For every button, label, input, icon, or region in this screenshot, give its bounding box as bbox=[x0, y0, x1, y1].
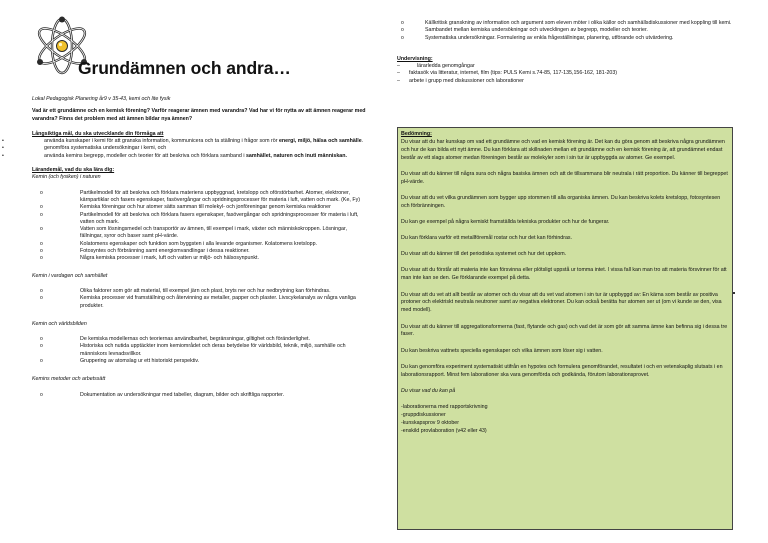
list-item: o Några kemiska processer i mark, luft och vatten ur miljö- och hälsosynpunkt. bbox=[32, 255, 370, 262]
list-item: – faktasök via litteratur, internet, film (tips: PULS Kemi s.74-85, 117-135,156-162, 181-203) bbox=[397, 70, 742, 77]
section-title-worldview: Kemin och världsbilden bbox=[32, 320, 87, 327]
subtitle: Lokal Pedagogisk Planering år9 v 35-43, kemi och lite fysik bbox=[32, 96, 171, 102]
list-item: o Partikelmodell för att beskriva och förklara materiens uppbyggnad, kretslopp och oförstörbarhet. Atomer, elektroner, kärnpartiklar och fasers egenskaper, fasövergångar och spridningsprocesser för materia i luft, vatten och mark. (Ke, Fy) bbox=[32, 190, 370, 205]
list-item: -kunskapsprov 9 oktober bbox=[401, 419, 460, 426]
grading-paragraph: Du kan genomföra experiment systematiskt utifrån en hypotes och formulera genomförandet, resultatet i och en vetenskaplig slutsats i en laborationsrapport. Minst fem laborationer ska vara genomförda och godkända, förutom laborationsprovet. bbox=[401, 363, 723, 378]
everyday-list bbox=[32, 288, 370, 310]
list-item: o Kemiska föreningar och hur atomer sätts samman till molekyl- och jonföreningar genom kemiska reaktioner bbox=[32, 204, 370, 211]
title-row bbox=[32, 10, 370, 88]
page-title: Grundämnen och andra… bbox=[78, 58, 291, 78]
grading-paragraph: Du kan förklara varför ett metallföremål rostar och hur det kan förhindras. bbox=[401, 235, 573, 242]
grading-paragraph: Du visar att du känner till det periodiska systemet och hur det uppkom. bbox=[401, 251, 567, 258]
list-item: o Partikelmodell för att beskriva och förklara fasers egenskaper, fasövergångar och spridningsprocesser för materia i luft, vatten och mark. bbox=[32, 212, 370, 227]
grading-paragraph: Du visar att du har kunskap om vad ett grundämne och vad en kemisk förening är. Det kan du göra genom att beskriva några grundämnen och hur de kan bilda ett nytt ämne. Du kan förklara att skillnaden mellan ett grundämne och en kemisk förening är, att grundämnet endast består av ett slags atomer medan föreningen består av molekyler som i sin tur är uppbyggda av atomer. Ge exempel. bbox=[401, 138, 725, 161]
list-item: o Gruppering av atomslag ur ett historiskt perspektiv. bbox=[32, 358, 370, 365]
longterm-item: • använda kemins begrepp, modeller och teorier för att beskriva och förklara samband i samhället, naturen och inuti människan. bbox=[32, 153, 370, 160]
section-title-methods: Kemins metoder och arbetssätt bbox=[32, 376, 106, 383]
list-item: – lärarledda genomgångar bbox=[397, 63, 742, 70]
list-item: – arbete i grupp med diskussioner och laborationer bbox=[397, 78, 742, 85]
right-column bbox=[397, 20, 742, 85]
list-item: o Historiska och nutida upptäckter inom kemiområdet och deras betydelse för världsbild, teknik, miljö, samhälle och människors levnadsvillkor. bbox=[32, 343, 370, 358]
list-item: o Källkritisk granskning av information och argument som eleven möter i olika källor och samhällsdiskussioner med koppling till kemi. bbox=[397, 20, 742, 27]
nature-list bbox=[32, 190, 370, 263]
grading-heading: Bedömning: bbox=[401, 131, 432, 137]
grading-paragraph: Du visar att du känner till aggregationsformerna (fast, flytande och gas) och vad det är som gör att samma ämne kan befinna sig i dessa tre faser. bbox=[401, 323, 728, 338]
left-column bbox=[32, 10, 370, 399]
list-item: o Kemiska processer vid framställning och återvinning av metaller, papper och plaster. Livscykelanalys av några vanliga produkter. bbox=[32, 295, 370, 310]
grading-paragraph: Du visar att du vet vilka grundämnen som bygger upp stommen till alla organiska ämnen. Du kan beskriva kolets kretslopp, fotosyntesen och förbränningen. bbox=[401, 195, 721, 209]
longterm-list bbox=[32, 138, 370, 160]
grading-paragraph: Du kan ge exempel på några kemiskt framställda tekniska produkter och hur de fungerar. bbox=[401, 219, 610, 226]
methods-continued-list bbox=[397, 20, 742, 42]
grading-paragraph: Du visar att du känner till några sura och några basiska ämnen och att de tillsammans blir neutrala i rätt proportion. Du känner till begreppet pH-värde. bbox=[401, 170, 728, 185]
list-item: -enskild provlaboration (v42 eller 43) bbox=[401, 427, 487, 434]
teaching-list bbox=[397, 63, 742, 85]
list-item: o Sambandet mellan kemiska undersökningar och utvecklingen av begrepp, modeller och teorier. bbox=[397, 27, 742, 34]
list-item: o Kolatomens egenskaper och funktion som byggsten i alla levande organismer. Kolatomens kretslopp. bbox=[32, 241, 370, 248]
longterm-heading: Långsiktiga mål, du ska utvecklande din förmåga att bbox=[32, 130, 164, 137]
methods-list bbox=[32, 392, 370, 399]
section-title-everyday: Kemin i vardagen och samhället bbox=[32, 272, 108, 279]
grading-paragraph: Du visar att du vet att allt består av atomer och du visar att du vet vad atomen i sin tur är uppbyggd av: En kärna som består av positiva protoner och elektriskt neutrala neutroner samt av negativa elektroner. Du kan också berätta hur atomen ser ut (om vi kunde se den, visa med modell). bbox=[401, 291, 722, 314]
learning-heading: Lärandemål, vad du ska lära dig: bbox=[32, 167, 115, 174]
list-item: o Systematiska undersökningar. Formulering av enkla frågeställningar, planering, utförande och utvärdering. bbox=[397, 35, 742, 42]
list-item: -laborationerna med rapportskrivning bbox=[401, 403, 488, 410]
longterm-item: • genomföra systematiska undersökningar i kemi, och bbox=[32, 145, 370, 152]
intro-questions: Vad är ett grundämne och en kemisk förening? Varför reagerar ämnen med varandra? Vad har vi för nytta av att ämnen reagerar med varandra? Finns det problem med att ämnen bildar nya ämnen? bbox=[32, 108, 366, 122]
grading-paragraph: Du visar att du förstår att materia inte kan försvinna eller plötsligt uppstå ur tomma intet. I vissa fall kan man tro att materia försvinner för att man inte kan se den. Ge förklarande exempel på detta. bbox=[401, 267, 727, 282]
list-item: o Dokumentation av undersökningar med tabeller, diagram, bilder och skriftliga rapporter. bbox=[32, 392, 370, 399]
grading-box bbox=[397, 127, 733, 530]
longterm-item: • använda kunskaper i kemi för att granska information, kommunicera och ta ställning i frågor som rör energi, miljö, hälsa och samhälle. bbox=[32, 138, 370, 145]
list-item: -gruppdiskussioner bbox=[401, 411, 446, 418]
worldview-list bbox=[32, 336, 370, 365]
section-title-nature: Kemin (och fysiken) i naturen bbox=[32, 174, 101, 181]
list-item: o Fotosyntes och förbränning samt energiomvandlingar i dessa reaktioner. bbox=[32, 248, 370, 255]
list-item: o Olika faktorer som gör att material, till exempel järn och plast, bryts ner och hur nedbrytning kan förhindras. bbox=[32, 288, 370, 295]
edge-mark bbox=[733, 292, 735, 294]
list-item: o De kemiska modellernas och teoriernas användbarhet, begränsningar, giltighet och föränderlighet. bbox=[32, 336, 370, 343]
list-item: o Vatten som lösningsmedel och transportör av ämnen, till exempel i mark, växter och människokroppen. Lösningar, fällningar, syror och baser samt pH-värde. bbox=[32, 226, 370, 241]
grading-paragraph: Du kan beskriva vattnets speciella egenskaper och vilka ämnen som löser sig i vatten. bbox=[401, 347, 603, 354]
show-list bbox=[401, 404, 729, 436]
show-heading: Du visar vad du kan på bbox=[401, 387, 456, 394]
teaching-heading: Undervisning: bbox=[397, 55, 433, 62]
